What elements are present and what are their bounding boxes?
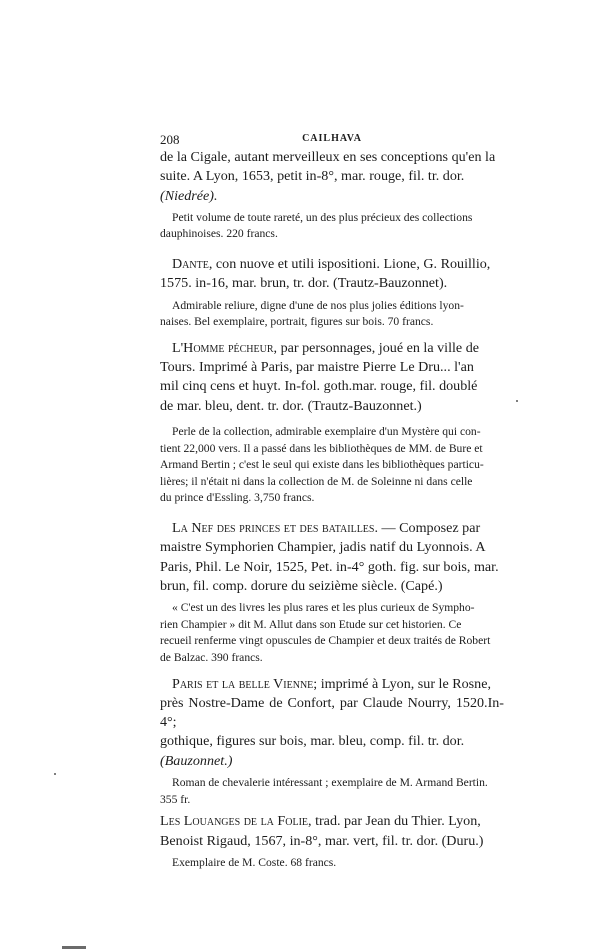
note-line: « C'est un des livres les plus rares et les plus curieux de Sympho-	[172, 601, 475, 615]
catalog-entry	[160, 255, 504, 331]
entry-line: suite. A Lyon, 1653, petit in-8°, mar. rouge, fil. tr. dor.	[160, 168, 465, 185]
note-line: dauphinoises. 220 francs.	[160, 227, 278, 241]
catalog-entry	[160, 148, 504, 243]
note-line: Perle de la collection, admirable exemplaire d'un Mystère qui con-	[172, 425, 481, 439]
note-line: Armand Bertin ; c'est le seul qui existe dans les bibliothèques particu-	[160, 458, 484, 472]
page-edge-mark	[62, 946, 86, 949]
entry-title: Paris et la belle Vienne	[172, 675, 314, 692]
entry-line: 1575. in-16, mar. brun, tr. dor. (Trautz-Bauzonnet).	[160, 275, 448, 292]
entry-line: de la Cigale, autant merveilleux en ses conceptions qu'en la	[160, 149, 496, 165]
note-line: de Balzac. 390 francs.	[160, 650, 263, 664]
entry-line: ; imprimé à Lyon, sur le Rosne,	[313, 675, 491, 692]
note-line: Exemplaire de M. Coste. 68 francs.	[172, 855, 337, 869]
note-line: rien Champier » dit M. Allut dans son Etude sur cet historien. Ce	[160, 617, 462, 631]
note-line: tient 22,000 vers. Il a passé dans les bibliothèques de MM. de Bure et	[160, 441, 483, 455]
note-line: 355 fr.	[160, 792, 191, 806]
note-line: Roman de chevalerie intéressant ; exemplaire de M. Armand Bertin.	[172, 776, 488, 790]
entry-text	[160, 812, 504, 851]
entry-text	[160, 255, 504, 294]
page-number: 208	[160, 132, 180, 147]
note-line: Admirable reliure, digne d'une de nos plus jolies éditions lyon-	[172, 298, 464, 312]
note-line: naises. Bel exemplaire, portrait, figures sur bois. 70 francs.	[160, 315, 434, 329]
catalog-entry	[160, 812, 504, 871]
entry-line: , par personnages, joué en la ville de	[273, 339, 479, 356]
entry-text	[160, 675, 504, 771]
entry-note	[160, 298, 504, 331]
catalog-entry	[160, 675, 504, 809]
entry-line: mil cinq cens et huyt. In-fol. goth.mar. rouge, fil. doublé	[160, 378, 478, 395]
catalog-content	[160, 148, 504, 871]
entry-line: maistre Symphorien Champier, jadis natif du Lyonnois. A	[160, 539, 486, 556]
entry-title: L'Homme pécheur	[172, 339, 274, 356]
entry-text	[160, 339, 504, 416]
entry-note	[160, 424, 504, 507]
entry-note	[160, 600, 504, 666]
entry-line: près Nostre-Dame de Confort, par Claude Nourry, 1520.In-4°;	[160, 694, 504, 731]
catalog-entry	[160, 339, 504, 507]
note-line: lières; il n'était ni dans la collection de M. de Soleinne ni dans celle	[160, 474, 473, 488]
note-line: recueil renferme vingt opuscules de Champier et deux traités de Robert	[160, 634, 491, 648]
entry-text	[160, 148, 504, 206]
entry-line: . — Composez par	[374, 520, 481, 537]
entry-line: brun, fil. comp. dorure du seizième siècle. (Capé.)	[160, 577, 443, 594]
entry-note	[160, 855, 504, 872]
note-line: Petit volume de toute rareté, un des plus précieux des collections	[172, 210, 473, 224]
entry-title: La Nef des princes et des batailles	[172, 520, 375, 537]
entry-line: , trad. par Jean du Thier. Lyon,	[308, 813, 481, 830]
catalog-entry	[160, 519, 504, 667]
entry-note	[160, 775, 504, 808]
entry-line: Paris, Phil. Le Noir, 1525, Pet. in-4° goth. fig. sur bois, mar.	[160, 558, 499, 575]
running-title: CAILHAVA	[302, 133, 362, 144]
entry-title: Dante	[172, 256, 209, 273]
note-line: du prince d'Essling. 3,750 francs.	[160, 491, 315, 505]
entry-title: Les Louanges de la Folie	[160, 813, 309, 830]
entry-line: de mar. bleu, dent. tr. dor. (Trautz-Bauzonnet.)	[160, 397, 422, 414]
entry-line: (Bauzonnet.)	[160, 752, 233, 769]
print-speck	[54, 773, 56, 775]
entry-line: Tours. Imprimé à Paris, par maistre Pierre Le Dru... l'an	[160, 359, 474, 376]
entry-note	[160, 210, 504, 243]
entry-text	[160, 519, 504, 596]
entry-line: (Niedrée).	[160, 187, 218, 204]
entry-line: , con nuove et utili ispositioni. Lione, G. Rouillio,	[208, 256, 491, 273]
entry-line: gothique, figures sur bois, mar. bleu, comp. fil. tr. dor.	[160, 733, 465, 750]
print-speck	[516, 400, 518, 402]
entry-line: Benoist Rigaud, 1567, in-8°, mar. vert, fil. tr. dor. (Duru.)	[160, 832, 484, 849]
